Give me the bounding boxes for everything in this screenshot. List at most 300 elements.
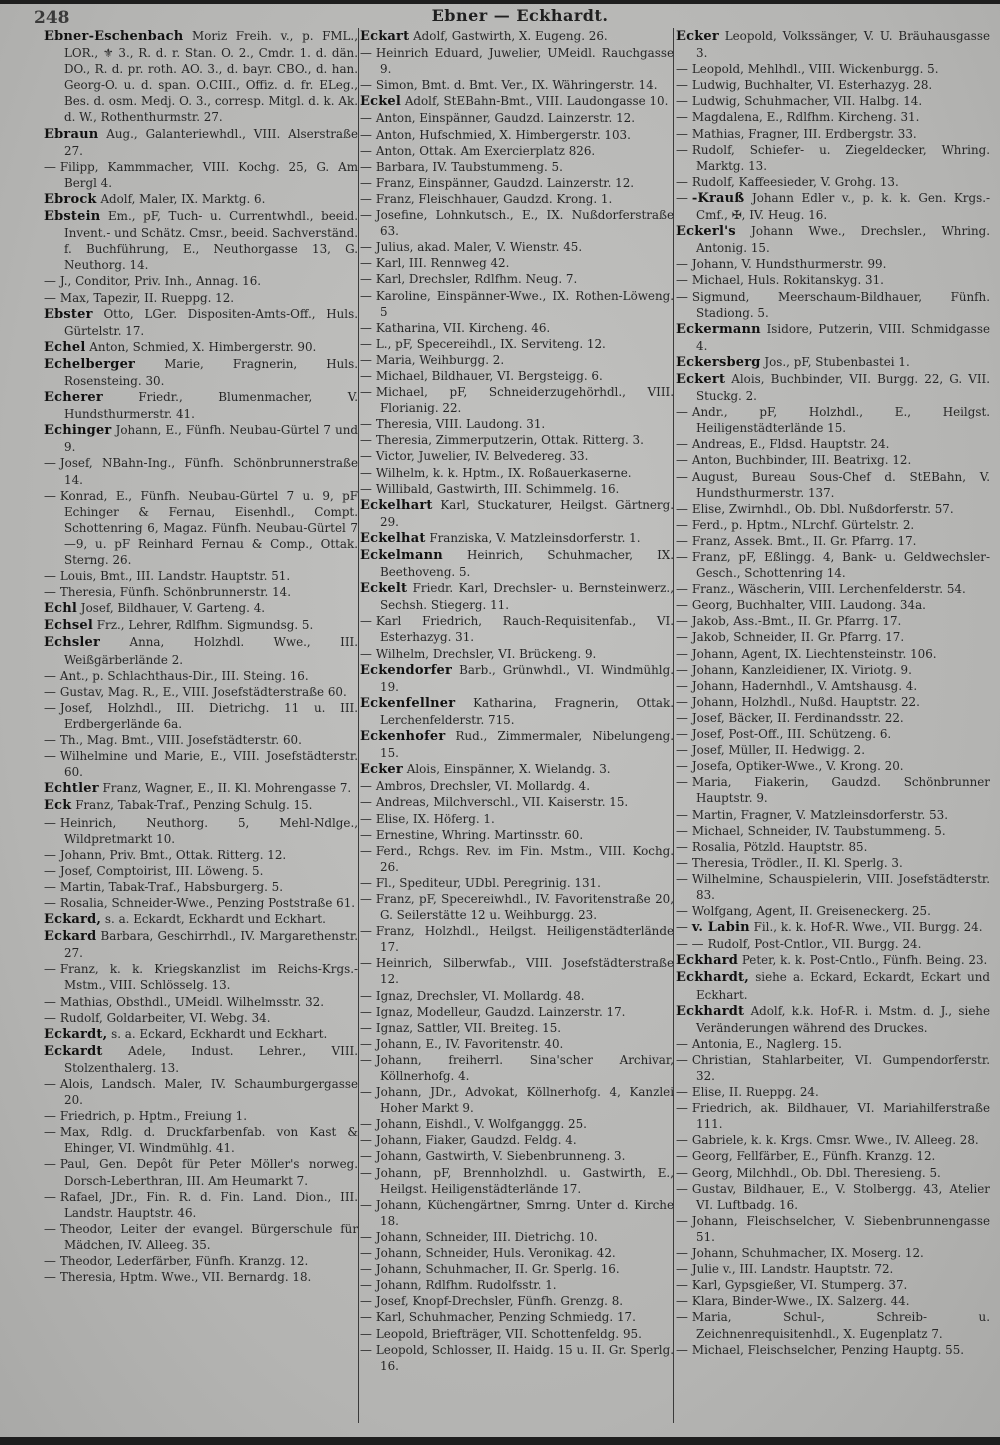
entry-surname: Eckelhat [360,530,426,546]
directory-entry [360,432,674,448]
entry-details: Josef, Comptoirist, III. Löweng. 5. [59,863,264,878]
entry-details: Klara, Binder-Wwe., IX. Salzerg. 44. [691,1294,910,1309]
ditto-dash: — [360,127,372,142]
directory-entry [44,455,358,487]
entry-details: Johann, Eishdl., V. Wolfganggg. 25. [375,1117,587,1132]
directory-entry [44,1156,358,1188]
entry-details: Theresia, Zimmerputzerin, Ottak. Ritterg. 3. [375,433,644,448]
ditto-dash: — [360,240,372,255]
directory-entry [676,726,990,742]
entry-details: Ferd., Rchgs. Rev. im Fin. Mstm., VIII. Kochg. 26. [375,843,674,874]
entry-details: Willibald, Gastwirth, III. Schimmelg. 16. [375,481,620,496]
entry-details: August, Bureau Sous-Chef d. StEBahn, V. Hundsthurmerstr. 137. [691,469,990,500]
ditto-dash: — [676,646,688,661]
ditto-dash: — [360,1229,372,1244]
directory-entry [44,780,358,797]
ditto-dash: — [360,614,372,629]
entry-details: Andr., pF, Holzhdl., E., Heilgst. Heiligenstädterlände 15. [691,405,990,436]
ditto-dash: — — [676,937,704,952]
directory-entry [676,758,990,774]
entry-surname: Echel [44,339,86,355]
directory-entry [44,1124,358,1156]
entry-details: Ludwig, Buchhalter, VI. Esterhazyg. 28. [691,78,933,93]
entry-surname: Eckermann [676,321,761,337]
directory-entry [360,93,674,110]
directory-entry [360,1245,674,1261]
entry-surname: Eckardt [44,1043,103,1059]
entry-details: Johann Wwe., Drechsler., Whring. Antonig. 15. [696,224,990,256]
entry-details: Johann, Schneider, Huls. Veronikag. 42. [375,1246,616,1261]
ditto-dash: — [676,614,688,629]
entry-details: Theodor, Lederfärber, Fünfh. Kranzg. 12. [59,1254,309,1269]
ditto-dash: — [44,994,56,1009]
directory-entry [360,811,674,827]
directory-entry [360,448,674,464]
directory-entry [44,1189,358,1221]
directory-entry [360,1277,674,1293]
directory-entry [676,61,990,77]
directory-entry [360,728,674,761]
entry-surname: Eckelmann [360,548,443,563]
entry-surname: Eckhard [676,953,739,969]
directory-entry [44,748,358,780]
entry-details: Martin, Tabak-Traf., Habsburgerg. 5. [59,879,284,894]
ditto-dash: — [360,1165,372,1180]
directory-entry [360,794,674,810]
entry-surname: Ebrock [44,191,97,207]
directory-column-1 [44,28,358,1285]
entry-details: Adolf, k.k. Hof-R. i. Mstm. d. J., siehe Veränderungen während des Druckes. [696,1003,990,1035]
directory-entry [360,159,674,175]
entry-details: Aug., Galanteriewhdl., VIII. Alserstraße 27. [64,126,358,158]
directory-entry [360,827,674,843]
ditto-dash: — [360,143,372,158]
entry-details: Johann, Fleischselcher, V. Siebenbrunnengasse 51. [691,1213,990,1244]
entry-details: Fil., k. k. Hof-R. Wwe., VII. Burgg. 24. [753,920,983,935]
directory-entry [360,1229,674,1245]
entry-surname: Eckenfellner [360,695,456,711]
directory-entry [360,1165,674,1197]
ditto-dash: — [44,1010,56,1025]
ditto-dash: — [360,368,372,383]
directory-entry [44,863,358,879]
directory-entry [676,436,990,452]
directory-entry [676,1261,990,1277]
entry-details: Anna, Holzhdl. Wwe., III. Weißgärberlände 2. [64,635,358,667]
entry-details: Mathias, Obsthdl., UMeidl. Wilhelmsstr. 32. [59,994,325,1009]
directory-entry [360,352,674,368]
directory-entry [676,807,990,823]
directory-entry [44,994,358,1010]
entry-details: Christian, Stahlarbeiter, VI. Gumpendorferstr. 32. [691,1052,990,1083]
ditto-dash: — [44,488,56,503]
ditto-dash: — [360,811,372,826]
directory-entry [360,45,674,77]
directory-entry [676,710,990,726]
ditto-dash: — [44,1077,56,1091]
entry-surname: Eckard [44,929,97,945]
ditto-dash: — [360,159,372,174]
entry-details: Elise, IX. Höferg. 1. [375,811,495,826]
ditto-dash: — [44,847,56,862]
ditto-dash: — [44,684,56,699]
directory-entry [360,875,674,891]
entry-details: Johann, V. Hundsthurmerstr. 99. [691,257,887,272]
ditto-dash: — [676,920,688,935]
directory-entry [44,797,358,814]
directory-entry [360,1342,674,1374]
directory-entry [360,1116,674,1132]
ditto-dash: — [44,879,56,894]
ditto-dash: — [360,1133,372,1148]
entry-surname: Eckersberg [676,354,761,370]
entry-details: Josef, Müller, II. Hedwigg. 2. [691,743,865,758]
running-title: Ebner — Eckhardt. [431,6,609,25]
directory-entry [44,191,358,208]
ditto-dash: — [676,110,688,125]
directory-entry [676,581,990,597]
directory-entry [360,1197,674,1229]
directory-entry [676,371,990,404]
entry-surname: Eck [44,798,72,814]
entry-surname: Echl [44,601,78,617]
directory-entry [676,289,990,321]
directory-entry [676,501,990,517]
ditto-dash: — [360,795,372,810]
entry-details: Michael, Fleischselcher, Penzing Hauptg. 55. [691,1342,965,1357]
entry-details: Jakob, Ass.-Bmt., II. Gr. Pfarrg. 17. [691,614,902,629]
ditto-dash: — [676,142,688,157]
entry-details: Leopold, Volkssänger, V. U. Bräuhausgasse 3. [696,29,990,61]
directory-entry [44,684,358,700]
entry-details: Ferd., p. Hptm., NLrchf. Gürtelstr. 2. [691,517,915,532]
ditto-dash: — [360,208,372,223]
entry-details: Moriz Freih. v., p. FML., LOR., ⚜ 3., R. d. r. Stan. O. 2., Cmdr. 1. d. dän. DO., R. d. pr. roth. AO. 3., d. bayr. CBO., d. han. Georg-O. u. d. span. O.CIII., Offiz. d. fr. ELeg., Bes. d. osm. Medj. O. 3., corresp. Mitgl. d. k. Ak. d. W., Rothenthurmstr. 27. [64,29,358,125]
entry-details: Johann, Rdlfhm. Rudolfsstr. 1. [375,1278,557,1293]
entry-surname: Echelberger [44,356,136,372]
ditto-dash: — [360,646,372,661]
ditto-dash: — [676,1052,688,1067]
ditto-dash: — [676,1133,688,1148]
entry-surname: Ebner-Eschenbach [44,29,184,44]
directory-entry [676,1052,990,1084]
entry-surname: Echtler [44,781,99,797]
entry-surname: v. Labin [691,920,750,936]
ditto-dash: — [676,94,688,109]
entry-details: Max, Tapezir, II. Rueppg. 12. [59,290,235,305]
directory-entry [44,732,358,748]
directory-entry [44,290,358,306]
entry-details: Gustav, Bildhauer, E., V. Stolbergg. 43, Atelier VI. Luftbadg. 16. [691,1181,990,1212]
entry-details: Isidore, Putzerin, VIII. Schmidgasse 4. [696,321,990,353]
ditto-dash: — [44,1109,56,1124]
entry-details: Johann, Fiaker, Gaudzd. Feldg. 4. [375,1133,577,1148]
entry-details: Filipp, Kammmacher, VIII. Kochg. 25, G. Am Bergl 4. [59,159,358,190]
directory-page [0,4,1000,1437]
directory-entry [44,568,358,584]
ditto-dash: — [676,273,688,288]
entry-details: Fl., Spediteur, UDbl. Peregrinig. 131. [375,875,601,890]
entry-details: Peter, k. k. Post-Cntlo., Fünfh. Being. 23. [741,953,988,968]
ditto-dash: — [676,598,688,613]
entry-details: siehe a. Eckard, Eckardt, Eckart und Eckhart. [696,970,991,1002]
ditto-dash: — [44,585,56,600]
entry-surname: Ebstein [44,209,101,225]
entry-details: Michael, Bildhauer, VI. Bergsteigg. 6. [375,368,603,383]
directory-entry [676,742,990,758]
directory-entry [676,93,990,109]
directory-entry [360,1293,674,1309]
ditto-dash: — [360,256,372,271]
ditto-dash: — [44,700,56,715]
entry-surname: Echsel [44,618,94,634]
entry-details: Adele, Indust. Lehrer., VIII. Stolzenthalerg. 13. [64,1043,359,1075]
ditto-dash: — [360,1149,372,1164]
directory-entry [360,891,674,923]
entry-details: Josef, Knopf-Drechsler, Fünfh. Grenzg. 8. [375,1294,624,1309]
directory-entry [360,271,674,287]
directory-entry [676,839,990,855]
entry-details: Rafael, JDr., Fin. R. d. Fin. Land. Dion., III. Landstr. Hauptstr. 46. [59,1189,358,1220]
directory-entry [360,255,674,271]
entry-details: Johann, E., Fünfh. Neubau-Gürtel 7 und 9. [64,423,359,455]
ditto-dash: — [44,668,56,683]
ditto-dash: — [676,1310,688,1325]
directory-entry [44,668,358,684]
ditto-dash: — [676,807,688,822]
entry-details: Antonia, E., Naglerg. 15. [691,1036,842,1051]
entry-details: Ignaz, Sattler, VII. Breiteg. 15. [375,1020,562,1035]
ditto-dash: — [360,449,372,464]
directory-entry [676,109,990,125]
entry-details: Leopold, Mehlhdl., VIII. Wickenburgg. 5. [691,62,939,77]
ditto-dash: — [44,815,56,830]
ditto-dash: — [676,405,688,420]
entry-details: Gustav, Mag. R., E., VIII. Josefstädterstraße 60. [59,684,347,699]
ditto-dash: — [676,678,688,693]
ditto-dash: — [676,62,688,77]
directory-entry [360,207,674,239]
entry-details: J., Conditor, Priv. Inh., Annag. 16. [59,274,262,289]
directory-entry [44,422,358,455]
ditto-dash: — [676,775,688,790]
directory-entry [360,988,674,1004]
entry-details: Franz, Holzhdl., Heilgst. Heiligenstädterlände 17. [375,924,674,955]
ditto-dash: — [360,1117,372,1132]
entry-details: Franz, Tabak-Traf., Penzing Schulg. 15. [75,798,313,813]
entry-details: Leopold, Schlosser, II. Haidg. 15 u. II. Gr. Sperlg. 16. [375,1342,674,1373]
entry-details: Johann, Priv. Bmt., Ottak. Ritterg. 12. [59,847,287,862]
entry-details: Franz, pF, Specereiwhdl., IV. Favoritenstraße 20, G. Seilerstätte 12 u. Weihburgg. 23. [375,891,674,923]
entry-details: Rud., Zimmermaler, Nibelungeng. 15. [380,729,674,761]
entry-details: Josef, Holzhdl., III. Dietrichg. 11 u. III. Erdbergerlände 6a. [59,700,358,731]
directory-entry [360,1326,674,1342]
ditto-dash: — [44,1125,56,1140]
entry-details: Karoline, Einspänner-Wwe., IX. Rothen-Löweng. 5 [375,288,674,319]
entry-surname: Echinger [44,423,112,439]
directory-column-2 [360,28,674,1374]
ditto-dash: — [360,875,372,890]
ditto-dash: — [360,956,372,971]
entry-surname: Eckard, [44,912,102,928]
ditto-dash: — [44,1189,56,1204]
directory-entry [676,1342,990,1358]
directory-entry [360,110,674,126]
ditto-dash: — [676,743,688,758]
directory-entry [676,855,990,871]
ditto-dash: — [676,550,688,564]
entry-details: Franz., Wäscherin, VIII. Lerchenfelderstr. 54. [691,582,966,597]
entry-surname: -Krauß [691,190,745,206]
entry-details: Adolf, StEBahn-Bmt., VIII. Laudongasse 10. [404,94,669,109]
directory-entry [44,895,358,911]
ditto-dash: — [44,290,56,305]
ditto-dash: — [676,190,688,205]
directory-entry [44,306,358,339]
entry-details: Johann, Kanzleidiener, IX. Viriotg. 9. [691,662,912,677]
ditto-dash: — [676,694,688,709]
directory-entry [676,517,990,533]
entry-details: Friedr. Karl, Drechsler- u. Bernsteinwerz., Sechsh. Stiegerg. 11. [380,581,674,613]
directory-entry [676,1003,990,1036]
entry-details: Karl, III. Rennweg 42. [375,256,510,271]
entry-details: Jakob, Schneider, II. Gr. Pfarrg. 17. [691,630,905,645]
directory-entry [360,955,674,987]
ditto-dash: — [676,662,688,677]
entry-details: Andreas, Milchverschl., VII. Kaiserstr. 15. [375,795,629,810]
ditto-dash: — [676,1149,688,1164]
entry-details: Josef, Bildhauer, V. Garteng. 4. [80,601,266,616]
directory-entry [676,469,990,501]
directory-entry [44,961,358,993]
entry-details: Johann, E., IV. Favoritenstr. 40. [375,1036,564,1051]
ditto-dash: — [676,1036,688,1051]
directory-entry [360,761,674,778]
ditto-dash: — [360,1246,372,1261]
entry-details: Julius, akad. Maler, V. Wienstr. 45. [375,240,583,255]
directory-entry [44,28,358,126]
directory-entry [44,1269,358,1285]
entry-details: Barb., Grünwhdl., VI. Windmühlg. 19. [380,662,674,694]
ditto-dash: — [360,385,372,400]
ditto-dash: — [676,501,688,516]
ditto-dash: — [360,1278,372,1293]
entry-details: Martin, Fragner, V. Matzleinsdorferstr. 53. [691,807,948,822]
entry-surname: Ebster [44,306,93,322]
entry-details: Franz, Fleischhauer, Gaudzd. Krong. 1. [375,191,613,206]
directory-entry [676,1132,990,1148]
ditto-dash: — [676,1165,688,1180]
entry-surname: Echsler [44,635,101,651]
directory-entry [360,580,674,613]
entry-details: Theresia, Trödler., II. Kl. Sperlg. 3. [691,855,903,870]
entry-details: Sigmund, Meerschaum-Bildhauer, Fünfh. Stadiong. 5. [691,289,990,320]
entry-details: Marie, Fragnerin, Huls. Rosensteing. 30. [64,356,358,388]
ditto-dash: — [676,289,688,304]
directory-entry [44,126,358,159]
entry-details: Gabriele, k. k. Krgs. Cmsr. Wwe., IV. Alleeg. 28. [691,1133,979,1148]
entry-surname: Eckendorfer [360,662,453,678]
entry-details: Heinrich Eduard, Juwelier, UMeidl. Rauchgasse 9. [375,46,674,77]
entry-details: Barbara, IV. Taubstummeng. 5. [375,159,563,174]
entry-details: Barbara, Geschirrhdl., IV. Margarethenstr. 27. [64,929,358,961]
entry-details: Josef, NBahn-Ing., Fünfh. Schönbrunnerstraße 14. [59,456,358,487]
ditto-dash: — [676,582,688,597]
directory-entry [44,488,358,568]
entry-details: Karl Friedrich, Rauch-Requisitenfab., VI. Esterhazyg. 31. [375,614,674,645]
ditto-dash: — [360,288,372,303]
ditto-dash: — [360,891,372,906]
ditto-dash: — [676,1262,688,1277]
entry-details: Alois, Landsch. Maler, IV. Schaumburgergasse 20. [59,1077,358,1108]
ditto-dash: — [360,111,372,126]
directory-entry [676,549,990,581]
entry-details: Mathias, Fragner, III. Erdbergstr. 33. [691,126,917,141]
ditto-dash: — [44,569,56,584]
directory-entry [676,1165,990,1181]
directory-entry [676,694,990,710]
directory-entry [676,952,990,969]
ditto-dash: — [676,855,688,870]
entry-surname: Ecker [676,29,719,44]
entry-details: Michael, Huls. Rokitanskyg. 31. [691,273,884,288]
entry-surname: Eckel [360,94,402,110]
ditto-dash: — [44,863,56,878]
ditto-dash: — [360,46,372,61]
ditto-dash: — [360,78,372,93]
directory-entry [360,175,674,191]
directory-entry [44,339,358,356]
directory-entry [676,126,990,142]
ditto-dash: — [676,174,688,189]
entry-details: Maria, Weihburgg. 2. [375,352,505,367]
directory-entry [360,77,674,93]
directory-entry [44,847,358,863]
ditto-dash: — [360,272,372,287]
directory-entry [676,871,990,903]
ditto-dash: — [676,517,688,532]
directory-entry [360,368,674,384]
ditto-dash: — [360,827,372,842]
directory-entry [360,1036,674,1052]
ditto-dash: — [44,1254,56,1269]
entry-details: Johann Edler v., p. k. k. Gen. Krgs.-Cmf., ✠, IV. Heug. 16. [696,190,991,223]
entry-details: Georg, Fellfärber, E., Fünfh. Kranzg. 12. [691,1149,936,1164]
entry-details: Johann, Gastwirth, V. Siebenbrunneng. 3. [375,1149,626,1164]
entry-details: Anton, Einspänner, Gaudzd. Lainzerstr. 12. [375,111,635,126]
ditto-dash: — [360,1197,372,1212]
entry-details: Friedrich, p. Hptm., Freiung 1. [59,1109,248,1124]
ditto-dash: — [44,733,56,748]
ditto-dash: — [360,417,372,432]
directory-entry [676,646,990,662]
ditto-dash: — [676,904,688,919]
ditto-dash: — [360,924,372,939]
ditto-dash: — [676,469,688,484]
entry-details: Johann, Holzhdl., Nußd. Hauptstr. 22. [691,694,920,709]
entry-details: Friedrich, ak. Bildhauer, VI. Mariahilferstraße 111. [691,1101,990,1132]
ditto-dash: — [360,779,372,794]
ditto-dash: — [44,749,56,764]
directory-entry [44,1108,358,1124]
directory-entry [360,1261,674,1277]
directory-entry [676,77,990,93]
ditto-dash: — [676,1181,688,1196]
entry-details: Frz., Lehrer, Rdlfhm. Sigmundsg. 5. [96,618,314,633]
directory-entry [44,815,358,847]
entry-surname: Eckert [676,371,726,387]
directory-entry [44,600,358,617]
